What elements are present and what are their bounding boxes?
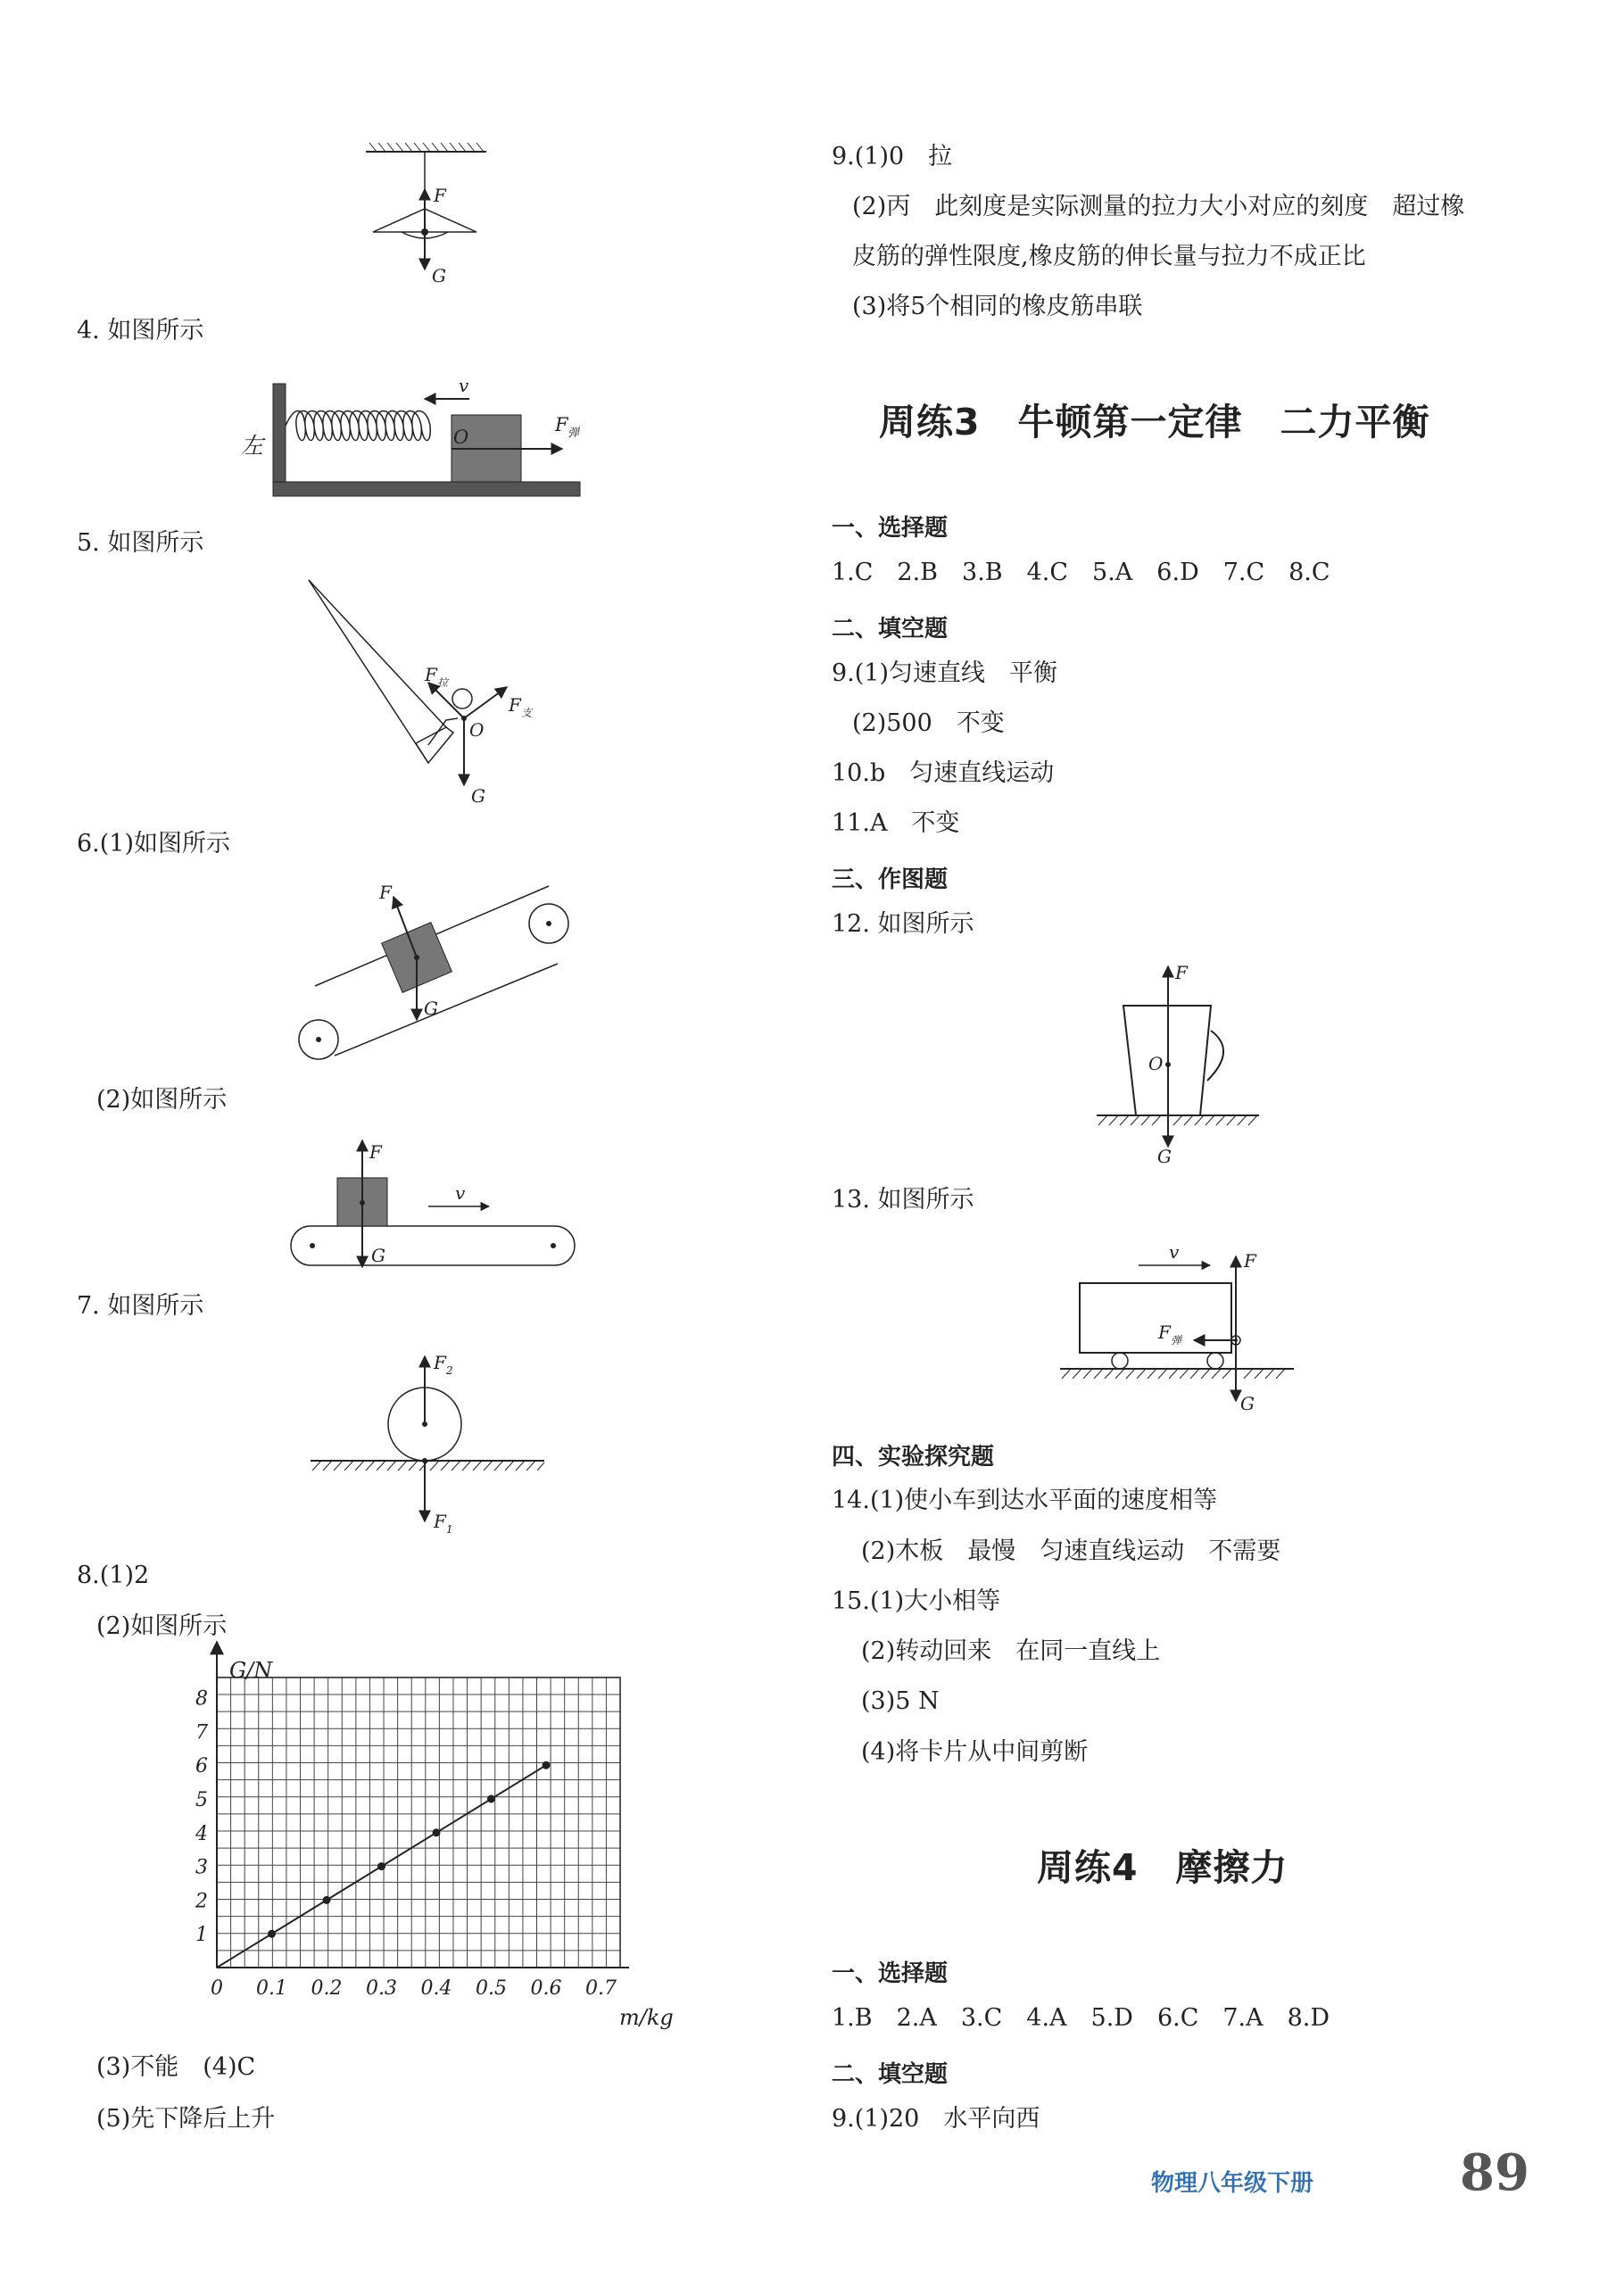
data-point <box>323 1896 331 1904</box>
r-q10: 10.b 匀速直线运动 <box>832 759 1055 787</box>
f13-G: G <box>1240 1393 1255 1414</box>
r-q15-4: (4)将卡片从中间剪断 <box>861 1738 1089 1766</box>
f7-F2: F <box>434 1352 446 1373</box>
f7-s2: 2 <box>446 1364 453 1377</box>
y-tick-label: 3 <box>195 1856 208 1879</box>
q7-label: 7. 如图所示 <box>77 1292 204 1320</box>
y-tick-label: 2 <box>195 1890 208 1913</box>
page-number: 89 <box>1460 2143 1529 2202</box>
figure-cup-table <box>1084 959 1280 1167</box>
f4-left: 左 <box>241 433 264 459</box>
f4-F: F <box>555 414 568 435</box>
y-tick-label: 7 <box>195 1721 208 1744</box>
q8-5-label: (5)先下降后上升 <box>96 2105 276 2133</box>
r-q9-3: (3)将5个相同的橡皮筋串联 <box>852 293 1143 320</box>
r-q9-2b: 皮筋的弹性限度,橡皮筋的伸长量与拉力不成正比 <box>852 243 1366 270</box>
f7-s1: 1 <box>446 1523 453 1536</box>
q8-34-label: (3)不能 (4)C <box>96 2053 256 2081</box>
figure-spring-block <box>241 370 616 513</box>
f12-O: O <box>1148 1053 1164 1074</box>
q6-1-label: 6.(1)如图所示 <box>77 830 231 858</box>
chart-g-vs-m <box>174 1655 692 2030</box>
answers-choice-2: 1.B 2.A 3.C 4.A 5.D 6.C 7.A 8.D <box>832 2004 1330 2032</box>
f62-G: G <box>371 1245 385 1266</box>
f13-sub: 弹 <box>1171 1334 1182 1347</box>
x-tick-label: 0.4 <box>420 1977 452 2000</box>
data-point <box>543 1761 551 1769</box>
section-choice-1: 一、选择题 <box>832 515 949 542</box>
f4-v: v <box>459 375 469 396</box>
chart-xlabel: m/kg <box>619 2005 674 2030</box>
section-drawing: 三、作图题 <box>832 866 949 893</box>
data-point <box>487 1795 495 1803</box>
r-q14-1: 14.(1)使小车到达水平面的速度相等 <box>832 1487 1218 1514</box>
f5-sub-la: 拉 <box>437 676 449 689</box>
q6-2-label: (2)如图所示 <box>96 1086 228 1114</box>
section-choice-2: 一、选择题 <box>832 1960 949 1987</box>
f13-F: F <box>1244 1250 1256 1272</box>
data-point <box>268 1930 276 1938</box>
f5-F-zhi: F <box>509 694 521 716</box>
q8-2-label: (2)如图所示 <box>96 1612 228 1640</box>
answers-choice-1: 1.C 2.B 3.B 4.C 5.A 6.D 7.C 8.C <box>832 559 1330 586</box>
title-week3: 周练3 牛顿第一定律 二力平衡 <box>879 401 1430 443</box>
f5-G: G <box>471 785 485 807</box>
r-q15-1: 15.(1)大小相等 <box>832 1587 1001 1615</box>
data-point <box>433 1828 441 1836</box>
f13-Fs: F <box>1158 1322 1171 1343</box>
figure-slide-child <box>294 576 544 812</box>
r-q9-2a: (2)丙 此刻度是实际测量的拉力大小对应的刻度 超过橡 <box>852 193 1465 220</box>
section-fill-2: 二、填空题 <box>832 2061 949 2088</box>
figure-inclined-conveyor <box>290 879 584 1071</box>
x-tick-label: 0 <box>211 1977 223 2000</box>
figure-cart <box>1053 1240 1321 1414</box>
r-q15-3: (3)5 N <box>861 1687 940 1715</box>
f61-G: G <box>424 998 438 1019</box>
q4-label: 4. 如图所示 <box>77 317 204 344</box>
r-q9b-2: (2)500 不变 <box>852 709 1005 737</box>
r-q11: 11.A 不变 <box>832 809 960 837</box>
x-tick-label: 0.2 <box>311 1977 343 2000</box>
f5-O: O <box>469 719 485 741</box>
title-week4: 周练4 摩擦力 <box>1037 1846 1288 1889</box>
f13-v: v <box>1169 1241 1180 1263</box>
r-q14-2: (2)木板 最慢 匀速直线运动 不需要 <box>861 1537 1281 1565</box>
x-tick-label: 0.1 <box>256 1977 287 2000</box>
x-tick-label: 0.7 <box>585 1977 617 2000</box>
y-tick-label: 4 <box>195 1822 208 1845</box>
q5-label: 5. 如图所示 <box>77 529 204 557</box>
r-q15-2: (2)转动回来 在同一直线上 <box>861 1637 1161 1665</box>
f3-F: F <box>434 185 446 206</box>
f7-F1: F <box>434 1511 446 1532</box>
y-tick-label: 5 <box>195 1789 208 1811</box>
r-q9b-1: 9.(1)匀速直线 平衡 <box>832 659 1058 687</box>
figure-hanging-lamp <box>357 134 500 286</box>
r-q12: 12. 如图所示 <box>832 910 974 938</box>
f5-sub-zhi: 支 <box>521 707 533 719</box>
x-tick-label: 0.3 <box>366 1977 397 2000</box>
x-tick-label: 0.6 <box>530 1977 562 2000</box>
x-tick-label: 0.5 <box>476 1977 507 2000</box>
chart-ylabel: G/N <box>229 1658 273 1683</box>
f4-sub: 弹 <box>568 427 580 440</box>
data-point <box>377 1862 385 1870</box>
f5-F-la: F <box>425 664 437 685</box>
plot-frame <box>217 1678 620 1968</box>
f4-O: O <box>453 427 469 448</box>
q8-1-label: 8.(1)2 <box>77 1562 150 1589</box>
r-q9c: 9.(1)20 水平向西 <box>832 2105 1040 2133</box>
y-tick-label: 8 <box>195 1687 208 1711</box>
f62-v: v <box>455 1182 466 1204</box>
y-tick-label: 1 <box>195 1924 208 1947</box>
r-q9-1: 9.(1)0 拉 <box>832 143 953 170</box>
f61-F: F <box>379 882 392 903</box>
r-q13: 13. 如图所示 <box>832 1186 974 1214</box>
section-fill-1: 二、填空题 <box>832 616 949 642</box>
y-tick-label: 6 <box>195 1755 208 1778</box>
figure-horizontal-conveyor <box>286 1133 589 1267</box>
footer-book-title: 物理八年级下册 <box>1151 2170 1314 2197</box>
figure-ball-ground <box>303 1338 553 1539</box>
f3-G: G <box>432 265 446 286</box>
f62-F: F <box>369 1141 382 1163</box>
f12-G: G <box>1157 1146 1172 1167</box>
f12-F: F <box>1175 962 1188 983</box>
section-experiment: 四、实验探究题 <box>832 1444 995 1471</box>
